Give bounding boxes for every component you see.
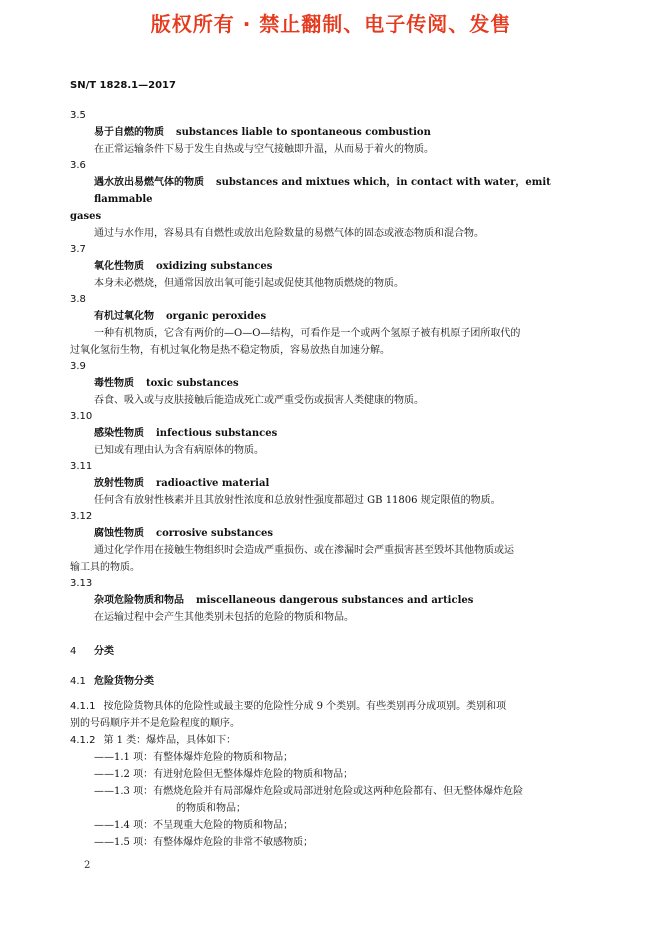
term-definition-continued: 输工具的物质。 xyxy=(70,562,140,573)
term-3-6 xyxy=(70,158,590,242)
term-definition: 在正常运输条件下易于发生自热或与空气接触即升温，从而易于着火的物质。 xyxy=(94,144,434,155)
term-en: substances and mixtues which，in contact with water，emit flammable xyxy=(94,177,551,205)
term-en: corrosive substances xyxy=(156,528,274,539)
page-number: 2 xyxy=(84,860,91,871)
term-definition: 一种有机物质，它含有两价的—O—O—结构，可看作是一个或两个氢原子被有机原子团所取代的 xyxy=(94,328,521,339)
term-definition-continued: 过氧化氢衍生物，有机过氧化物是热不稳定物质，容易放热自加速分解。 xyxy=(70,345,390,356)
section-4-heading xyxy=(70,642,590,662)
term-en: radioactive material xyxy=(156,478,270,489)
term-definition: 本身未必燃烧，但通常因放出氧可能引起或促使其他物质燃烧的物质。 xyxy=(94,278,404,289)
term-number: 3.11 xyxy=(70,461,93,472)
term-number: 3.7 xyxy=(70,244,86,255)
term-definition: 已知或有理由认为含有病原体的物质。 xyxy=(94,445,264,456)
copyright-watermark: 版权所有 · 禁止翻制、电子传阅、发售 xyxy=(150,12,512,36)
term-en: organic peroxides xyxy=(166,311,267,322)
term-definition: 通过化学作用在接触生物组织时会造成严重损伤、或在渗漏时会严重损害甚至毁坏其他物质或运 xyxy=(94,545,514,556)
term-cn: 感染性物质 xyxy=(94,428,144,439)
term-definition: 在运输过程中会产生其他类别未包括的危险的物质和物品。 xyxy=(94,612,354,623)
term-cn: 氧化性物质 xyxy=(94,261,144,272)
term-number: 3.6 xyxy=(70,160,86,171)
term-en: toxic substances xyxy=(146,378,239,389)
list-item-continued: 的物质和物品； xyxy=(176,803,246,814)
clause-text: 按危险货物具体的危险性或最主要的危险性分成 9 个类别。有些类别再分成项别。类别和项 xyxy=(103,701,507,712)
section-4-1-heading xyxy=(70,672,590,692)
clause-text-continued: 别的号码顺序并不是危险程度的顺序。 xyxy=(70,718,240,729)
section-number: 4 xyxy=(70,646,77,657)
clause-number: 4.1.1 xyxy=(70,701,96,712)
section-number: 4.1 xyxy=(70,676,86,687)
term-number: 3.8 xyxy=(70,294,86,305)
term-number: 3.10 xyxy=(70,411,93,422)
term-en: infectious substances xyxy=(156,428,278,439)
term-definition: 通过与水作用，容易具有自燃性或放出危险数量的易燃气体的固态或液态物质和混合物。 xyxy=(94,228,484,239)
term-3-5 xyxy=(70,108,590,158)
term-en: miscellaneous dangerous substances and articles xyxy=(196,595,474,606)
term-cn: 腐蚀性物质 xyxy=(94,528,144,539)
term-cn: 有机过氧化物 xyxy=(94,311,154,322)
clause-number: 4.1.2 xyxy=(70,735,96,746)
term-cn: 毒性物质 xyxy=(94,378,134,389)
section-title: 分类 xyxy=(94,646,114,657)
list-item: ——1.4 项：不呈现重大危险的物质和物品； xyxy=(94,820,294,831)
clause-4-1-2-items xyxy=(70,749,590,851)
term-3-9 xyxy=(70,359,590,409)
term-cn: 放射性物质 xyxy=(94,478,144,489)
clause-4-1-1 xyxy=(70,698,590,732)
section-title: 危险货物分类 xyxy=(94,676,154,687)
list-item: ——1.1 项：有整体爆炸危险的物质和物品； xyxy=(94,752,294,763)
term-3-8 xyxy=(70,292,590,359)
term-cn: 杂项危险物质和物品 xyxy=(94,595,184,606)
term-cn: 易于自燃的物质 xyxy=(94,127,164,138)
term-number: 3.5 xyxy=(70,110,86,121)
term-en: substances liable to spontaneous combustion xyxy=(176,127,431,138)
term-3-12 xyxy=(70,509,590,576)
term-en-continued: gases xyxy=(70,211,102,222)
term-number: 3.13 xyxy=(70,578,93,589)
list-item: ——1.3 项：有燃烧危险并有局部爆炸危险或局部迸射危险或这两种危险都有、但无整体爆炸危险 xyxy=(94,786,524,797)
clause-4-1-2 xyxy=(70,732,590,749)
term-cn: 遇水放出易燃气体的物质 xyxy=(94,177,204,188)
term-3-7 xyxy=(70,242,590,292)
term-number: 3.12 xyxy=(70,511,93,522)
list-item: ——1.5 项：有整体爆炸危险的非常不敏感物质； xyxy=(94,837,314,848)
term-definition: 吞食、吸入或与皮肤接触后能造成死亡或严重受伤或损害人类健康的物质。 xyxy=(94,395,424,406)
document-body xyxy=(70,108,590,851)
term-3-13 xyxy=(70,576,590,626)
list-item: ——1.2 项：有迸射危险但无整体爆炸危险的物质和物品； xyxy=(94,769,354,780)
standard-code-header: SN/T 1828.1—2017 xyxy=(70,80,176,91)
term-3-10 xyxy=(70,409,590,459)
clause-text: 第 1 类：爆炸品，具体如下： xyxy=(103,735,237,746)
term-number: 3.9 xyxy=(70,361,86,372)
term-en: oxidizing substances xyxy=(156,261,273,272)
term-definition: 任何含有放射性核素并且其放射性浓度和总放射性强度都超过 GB 11806 规定限值的物质。 xyxy=(94,495,501,506)
term-3-11 xyxy=(70,459,590,509)
